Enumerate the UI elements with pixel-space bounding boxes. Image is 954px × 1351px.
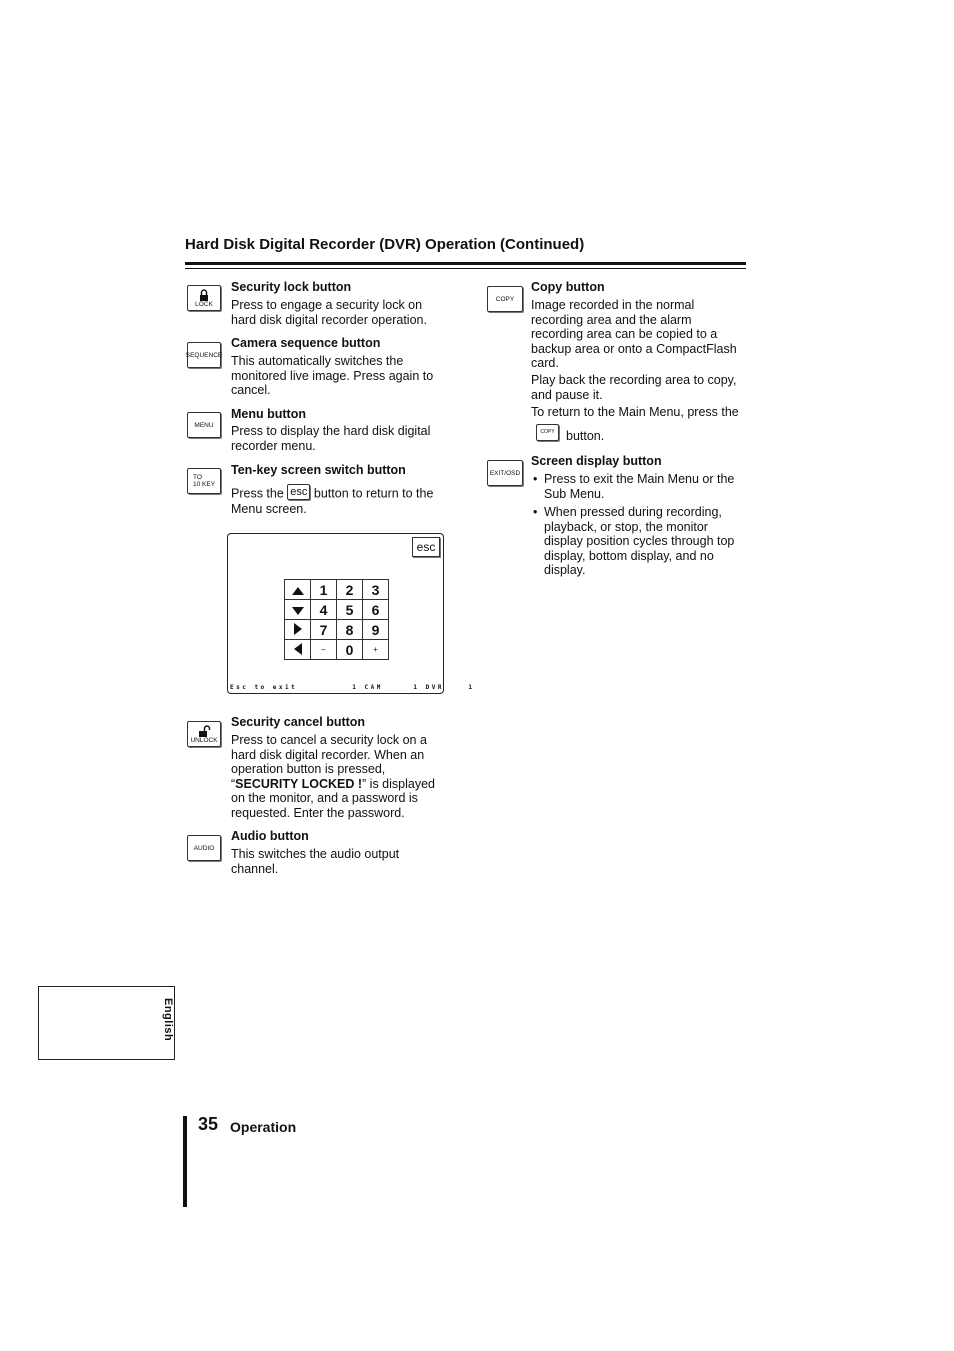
menu-button-icon (187, 412, 221, 438)
item-text: button. (566, 429, 605, 443)
screen-status-line: Esc to exit 1 CAM 1 DVR 1 (230, 684, 475, 691)
keypad-key[interactable]: 3 (363, 580, 389, 600)
text-fragment: ” is displayed on the monitor, and a password is requested. Enter the password. (231, 776, 435, 820)
header-rule-thick (185, 262, 746, 265)
keypad-key-plus[interactable]: + (363, 640, 389, 660)
header-rule-thin (185, 268, 746, 269)
keypad-key[interactable]: 1 (311, 580, 337, 600)
item-text (231, 486, 446, 517)
text-fragment: Press to cancel a security lock on a hard disk digital recorder. When an operation button is pressed, “ (231, 733, 427, 791)
screen-esc-button[interactable]: esc (412, 537, 440, 557)
item-text: Play back the recording area to copy, and pause it. (531, 373, 737, 402)
button-label: MENU (194, 421, 214, 429)
arrow-right-key[interactable] (285, 620, 311, 640)
item-text (231, 733, 446, 820)
item-text: Press to engage a security lock on hard disk digital recorder operation. (231, 298, 427, 327)
arrow-left-key[interactable] (285, 640, 311, 660)
item-title: Camera sequence button (231, 336, 381, 350)
section-name: Operation (230, 1119, 297, 1135)
exit-osd-button-icon (487, 460, 523, 486)
button-label: LOCK (195, 300, 213, 308)
bullet-list (531, 472, 747, 578)
item-title: Screen display button (531, 454, 662, 468)
text-fragment: Press the (231, 486, 284, 501)
item-text: Press to display the hard disk digital recorder menu. (231, 424, 431, 453)
item-title: Menu button (231, 407, 306, 421)
text-fragment: button to return to the Menu screen. (231, 486, 434, 516)
language-tab (38, 986, 175, 1060)
lock-closed-icon (197, 289, 211, 301)
item-title: Audio button (231, 829, 309, 843)
bullet-list-container (531, 472, 747, 582)
button-label: AUDIO (193, 844, 215, 852)
button-label: 10 KEY (193, 481, 216, 488)
item-text: To return to the Main Menu, press the (531, 405, 739, 419)
keypad-key[interactable]: 9 (363, 620, 389, 640)
sequence-button-icon (187, 342, 221, 368)
item-title: Ten-key screen switch button (231, 463, 406, 477)
list-item: • When pressed during recording, playback, or stop, the monitor display position cycles through top display, bottom display, and no display. (531, 505, 747, 578)
arrow-right-icon (294, 623, 302, 635)
page-title: Hard Disk Digital Recorder (DVR) Operation (Continued) (185, 236, 585, 253)
item-title: Security cancel button (231, 715, 366, 729)
keypad-key[interactable]: 2 (337, 580, 363, 600)
item-text: This automatically switches the monitored live image. Press again to cancel. (231, 354, 434, 397)
page-marker-bar (183, 1116, 187, 1207)
item-title: Security lock button (231, 280, 352, 294)
button-label: SEQUENCE (185, 351, 223, 359)
arrow-down-icon (292, 607, 304, 615)
arrow-down-key[interactable] (285, 600, 311, 620)
lock-button-icon (187, 285, 221, 311)
unlock-button-icon (187, 721, 221, 747)
item-text: Image recorded in the normal recording area and the alarm recording area can be copied to a backup area or onto a CompactFlash card. (531, 298, 737, 370)
keypad-key[interactable]: 0 (337, 640, 363, 660)
ten-key-button-icon (187, 468, 221, 494)
keypad-key-minus[interactable]: – (311, 640, 337, 660)
item-text: This switches the audio output channel. (231, 847, 400, 876)
arrow-up-icon (292, 587, 304, 595)
button-label: TO (193, 474, 202, 481)
audio-button-icon (187, 835, 221, 861)
keypad-key[interactable]: 8 (337, 620, 363, 640)
keypad-key[interactable]: 7 (311, 620, 337, 640)
keypad-key[interactable]: 6 (363, 600, 389, 620)
keypad (284, 579, 389, 660)
lock-open-icon (197, 725, 211, 737)
esc-key-icon: esc (287, 484, 310, 500)
list-item: • Press to exit the Main Menu or the Sub Menu. (531, 472, 747, 501)
item-title: Copy button (531, 280, 605, 294)
arrow-left-icon (294, 643, 302, 655)
language-label: English (162, 998, 174, 1042)
copy-button-icon (487, 286, 523, 312)
button-label: COPY (495, 295, 515, 303)
button-label: EXIT/OSD (489, 469, 521, 477)
button-label: UNLOCK (190, 736, 218, 744)
ten-key-screen (227, 533, 475, 694)
security-locked-text: SECURITY LOCKED ! (235, 776, 363, 791)
keypad-key[interactable]: 5 (337, 600, 363, 620)
keypad-key[interactable]: 4 (311, 600, 337, 620)
arrow-up-key[interactable] (285, 580, 311, 600)
page-number: 35 (198, 1114, 219, 1134)
copy-inline-icon: COPY (536, 424, 559, 441)
